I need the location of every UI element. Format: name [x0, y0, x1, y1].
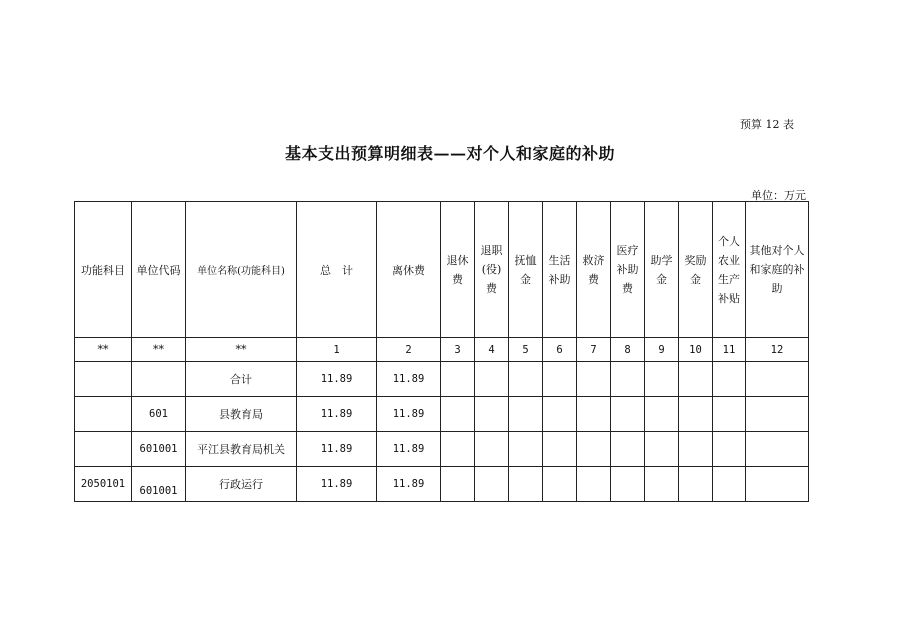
unit-label: 单位：万元	[751, 189, 806, 202]
total-cell: 11.89	[297, 432, 377, 467]
table-row	[75, 467, 809, 502]
header-living-subsidy: 生活 补助	[543, 202, 577, 338]
header-compensation: 抚恤 金	[509, 202, 543, 338]
form-number: 预算 12 表	[740, 118, 794, 131]
unit-name-cell: 合计	[186, 362, 297, 397]
header-award: 奖励 金	[679, 202, 713, 338]
retire-fee-cell: 11.89	[377, 467, 441, 502]
index-row	[75, 338, 809, 362]
unit-name-cell: 县教育局	[186, 397, 297, 432]
unit-code-cell: 601001	[132, 432, 186, 467]
retire-fee-cell: 11.89	[377, 397, 441, 432]
index-cell: **	[75, 338, 132, 362]
header-retire-fee: 离休费	[377, 202, 441, 338]
table-row	[75, 432, 809, 467]
index-cell: 11	[713, 338, 746, 362]
header-row	[75, 202, 809, 338]
header-scholarship: 助学 金	[645, 202, 679, 338]
retire-fee-cell: 11.89	[377, 432, 441, 467]
header-medical: 医疗 补助 费	[611, 202, 645, 338]
index-cell: **	[186, 338, 297, 362]
total-cell: 11.89	[297, 397, 377, 432]
func-subject-cell	[75, 432, 132, 467]
header-total: 总 计	[297, 202, 377, 338]
index-cell: 1	[297, 338, 377, 362]
header-unit-code: 单位代码	[132, 202, 186, 338]
total-cell: 11.89	[297, 362, 377, 397]
header-unit-name: 单位名称(功能科目)	[186, 202, 297, 338]
header-other-subsidy: 其他对个人 和家庭的补 助	[746, 202, 809, 338]
index-cell: 2	[377, 338, 441, 362]
table-row	[75, 397, 809, 432]
index-cell: 8	[611, 338, 645, 362]
index-cell: 4	[475, 338, 509, 362]
func-subject-cell	[75, 362, 132, 397]
header-pension: 退休 费	[441, 202, 475, 338]
header-resign-fee: 退职 (役) 费	[475, 202, 509, 338]
index-cell: 3	[441, 338, 475, 362]
retire-fee-cell: 11.89	[377, 362, 441, 397]
index-cell: 9	[645, 338, 679, 362]
func-subject-cell: 2050101	[75, 467, 132, 502]
unit-code-cell	[132, 362, 186, 397]
header-func-subject: 功能科目	[75, 202, 132, 338]
page-title: 基本支出预算明细表——对个人和家庭的补助	[284, 144, 615, 163]
budget-table	[74, 201, 809, 502]
func-subject-cell	[75, 397, 132, 432]
total-cell: 11.89	[297, 467, 377, 502]
header-agri-subsidy: 个人 农业 生产 补贴	[713, 202, 746, 338]
index-cell: 6	[543, 338, 577, 362]
unit-code-cell: 601001	[139, 485, 178, 497]
unit-name-cell: 行政运行	[186, 467, 297, 502]
index-cell: 5	[509, 338, 543, 362]
index-cell: 7	[577, 338, 611, 362]
index-cell: **	[132, 338, 186, 362]
index-cell: 12	[746, 338, 809, 362]
table-row	[75, 362, 809, 397]
index-cell: 10	[679, 338, 713, 362]
unit-code-cell: 601	[132, 397, 186, 432]
header-relief: 救济 费	[577, 202, 611, 338]
unit-name-cell: 平江县教育局机关	[186, 432, 297, 467]
